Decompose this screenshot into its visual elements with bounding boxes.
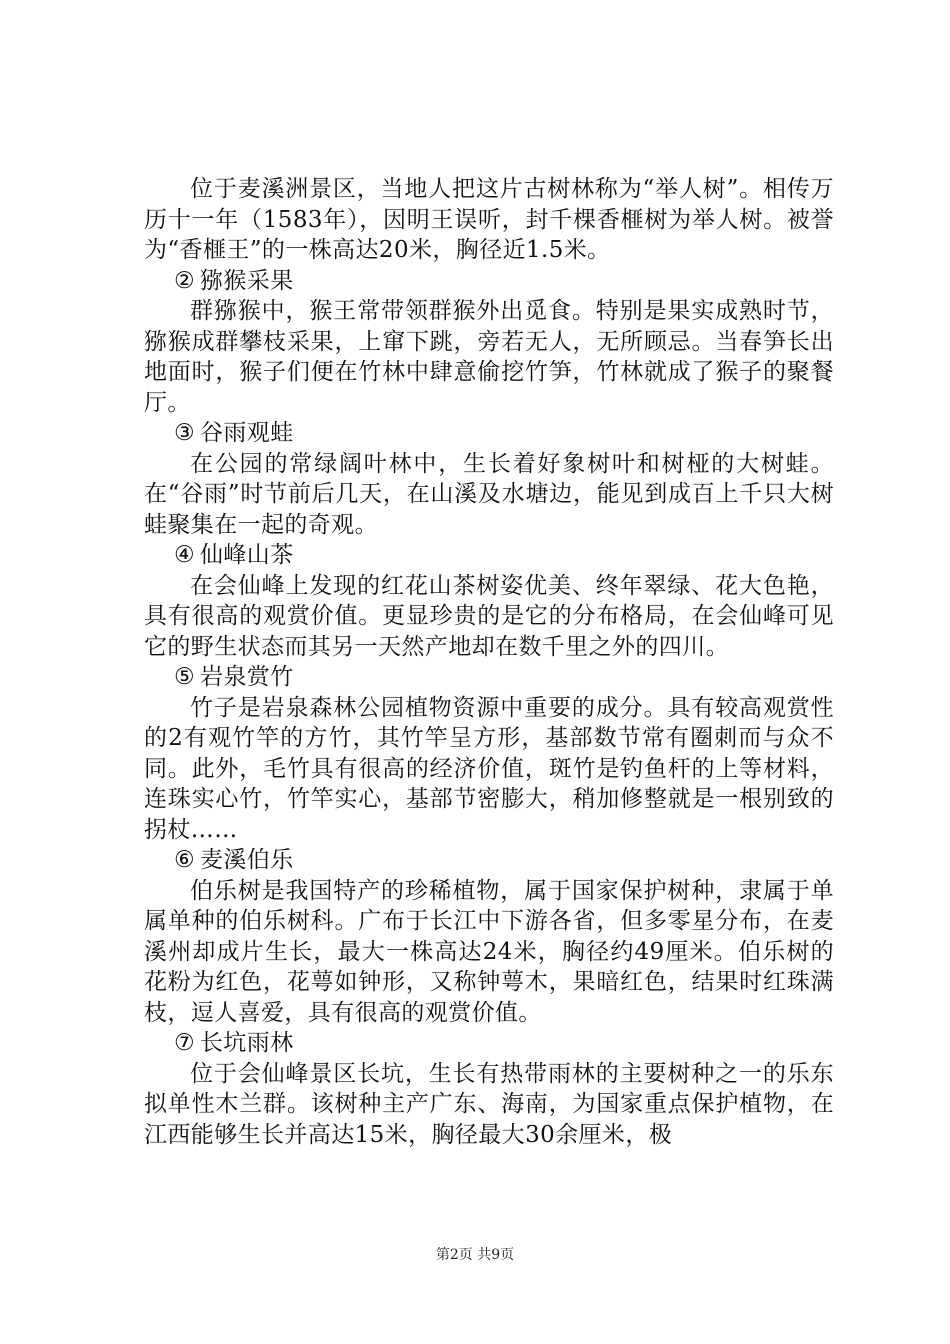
paragraph-maixi-grove: 位于麦溪洲景区，当地人把这片古树林称为“举人树”。相传万历十一年（1583年），因明王误听，封千棵香榧树为举人树。被誉为“香榧王”的一株高达20米，胸径近1.5米。 (144, 176, 834, 263)
section-title: 仙峰山茶 (200, 542, 294, 568)
paragraph-monkey: 群猕猴中，猴王常带领群猴外出觅食。特别是果实成熟时节，猕猴成群攀枝采果，上窜下跳，旁若无人，无所顾忌。当春笋长出地面时，猴子们便在竹林中肆意偷挖竹笋，竹林就成了猴子的聚餐厅。 (144, 298, 834, 416)
page-footer: 第2页 共9页 (435, 1247, 515, 1263)
paragraph-camellia: 在会仙峰上发现的红花山茶树姿优美、终年翠绿、花大色艳，具有很高的观赏价值。更显珍贵的是它的分布格局，在会仙峰可见它的野生状态而其另一天然产地却在数千里之外的四川。 (144, 572, 834, 660)
paragraph-bretschneidera: 伯乐树是我国特产的珍稀植物，属于国家保护树种，隶属于单属单种的伯乐树科。广布于长江中下游各省，但多零星分布，在麦溪州却成片生长，最大一株高达24米，胸径约49厘米。伯乐树的花粉为红色，花萼如钟形，又称钟萼木，果暗红色，结果时红珠满枝，逗人喜爱，具有很高的观赏价值。 (144, 877, 834, 1026)
section-number: ⑥ (174, 847, 196, 873)
section-number: ② (174, 267, 196, 294)
section-title: 谷雨观蛙 (200, 420, 294, 446)
section-title: 猕猴采果 (200, 267, 294, 294)
section-heading-bretschneidera (144, 845, 834, 876)
section-number: ③ (174, 420, 196, 446)
section-title: 麦溪伯乐 (200, 847, 294, 873)
section-heading-rainforest (144, 1028, 834, 1059)
section-title: 岩泉赏竹 (200, 664, 294, 690)
section-number: ⑦ (174, 1030, 196, 1056)
paragraph-rainforest: 位于会仙峰景区长坑，生长有热带雨林的主要树种之一的乐东拟单性木兰群。该树种主产广东、海南，为国家重点保护植物，在江西能够生长并高达15米，胸径最大30余厘米，极 (144, 1060, 834, 1148)
section-heading-frog (144, 418, 834, 449)
paragraph-bamboo: 竹子是岩泉森林公园植物资源中重要的成分。具有较高观赏性的2有观竹竿的方竹，其竹竿呈方形，基部数节常有圈刺而与众不同。此外，毛竹具有很高的经济价值，斑竹是钓鱼杆的上等材料，连珠实心竹，竹竿实心，基部节密膨大，稍加修整就是一根别致的拐杖…… (144, 694, 834, 843)
section-heading-monkey (144, 266, 834, 297)
document-body (144, 174, 834, 1150)
section-heading-bamboo (144, 662, 834, 693)
paragraph-frog: 在公园的常绿阔叶林中，生长着好象树叶和树桠的大树蛙。在“谷雨”时节前后几天，在山溪及水塘边，能见到成百上千只大树蛙聚集在一起的奇观。 (144, 450, 834, 538)
section-number: ⑤ (174, 664, 196, 690)
section-number: ④ (174, 542, 196, 568)
section-heading-camellia (144, 540, 834, 571)
section-title: 长坑雨林 (200, 1030, 294, 1056)
